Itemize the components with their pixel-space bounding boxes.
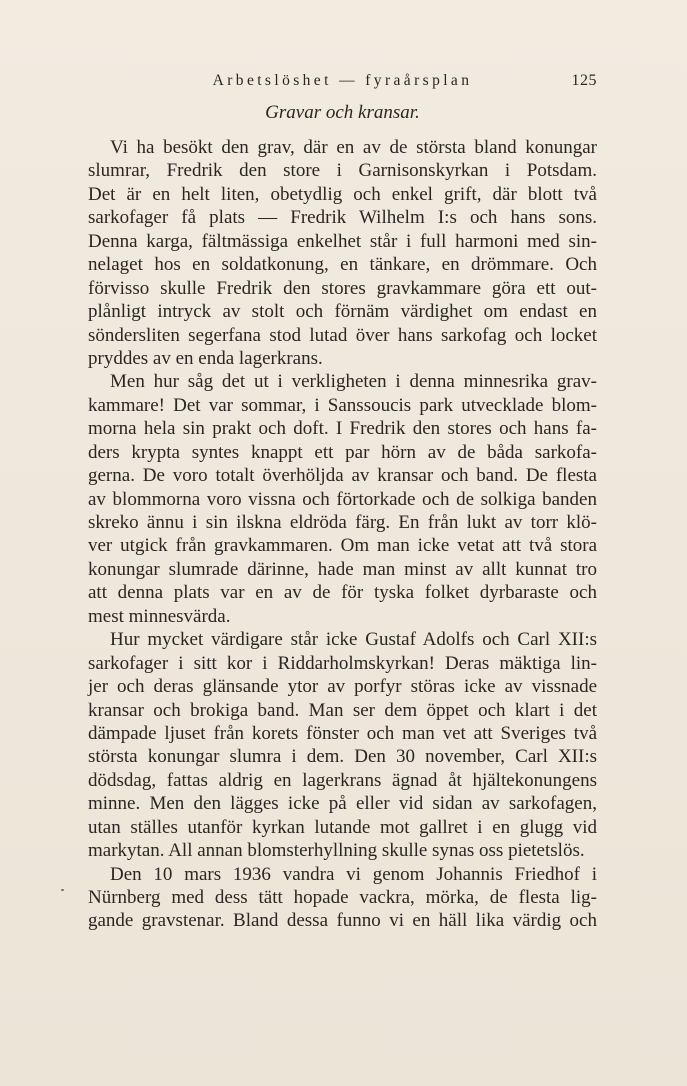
paragraph: [88, 863, 597, 933]
text-line: största konungar slumra i dem. Den 30 november, Carl XII:s: [88, 746, 597, 768]
body-text: [88, 136, 597, 933]
text-line: sarkofager få plats — Fredrik Wilhelm I:s och hans sons.: [88, 207, 597, 229]
running-head-title: Arbetslöshet — fyraårsplan: [212, 72, 473, 89]
print-speck: [61, 889, 64, 891]
text-line: Det är en helt liten, obetydlig och enkel grift, där blott två: [88, 183, 597, 205]
text-line: gande gravstenar. Bland dessa funno vi en häll lika värdig och: [88, 910, 597, 932]
text-line: ders krypta syntes knappt ett par hörn av de båda sarkofa-: [88, 441, 597, 463]
text-line: förvisso skulle Fredrik den stores gravkammare göra ett out-: [88, 277, 597, 299]
text-line: av blommorna voro vissna och förtorkade och de solkiga banden: [88, 488, 597, 510]
text-line: Vi ha besökt den grav, där en av de största bland konungar: [110, 137, 597, 158]
paragraph: [88, 628, 597, 862]
text-line: jer och deras glänsande ytor av porfyr störas icke av vissnade: [88, 676, 597, 698]
section-title: Gravar och kransar.: [265, 102, 420, 123]
text-line: ver utgick från gravkammaren. Om man icke vetat att två stora: [88, 535, 597, 557]
text-line: mest minnesvärda.: [88, 605, 231, 627]
text-line: markytan. All annan blomsterhyllning skulle synas oss pietetslös.: [88, 840, 585, 862]
text-line: morna hela sin prakt och doft. I Fredrik den stores och hans fa-: [88, 418, 597, 440]
text-line: sarkofager i sitt kor i Riddarholmskyrkan! Deras mäktiga lin-: [88, 652, 597, 674]
text-line: dämpade ljuset från korets fönster och man vet att Sveriges två: [88, 722, 597, 744]
text-line: dödsdag, fattas aldrig en lagerkrans ägnad åt hjältekonungens: [88, 769, 597, 791]
text-line: slumrar, Fredrik den store i Garnisonskyrkan i Potsdam.: [88, 160, 597, 182]
text-line: Nürnberg med dess tätt hopade vackra, mörka, de flesta lig-: [88, 887, 597, 908]
text-line: utan ställes utanför kyrkan lutande mot gallret i en glugg vid: [88, 816, 597, 838]
text-line: konungar slumrade därinne, hade man minst av allt kunnat tro: [88, 558, 597, 580]
text-line: kammare! Det var sommar, i Sanssoucis park utvecklade blom-: [88, 394, 597, 416]
text-line: minne. Men den lägges icke på eller vid sidan av sarkofagen,: [88, 793, 597, 815]
page-number: 125: [571, 72, 597, 89]
text-line: nelaget hos en soldatkonung, en tänkare, en drömmare. Och: [88, 254, 597, 276]
text-line: Den 10 mars 1936 vandra vi genom Johannis Friedhof i: [110, 863, 597, 885]
text-line: pryddes av en enda lagerkrans.: [88, 347, 323, 369]
paragraph: [88, 136, 597, 370]
running-head: [88, 72, 597, 94]
text-line: Men hur såg det ut i verkligheten i denna minnesrika grav-: [110, 371, 597, 393]
text-line: Hur mycket värdigare står icke Gustaf Adolfs och Carl XII:s: [110, 629, 597, 651]
text-line: Denna karga, fältmässiga enkelhet står i full harmoni med sin-: [88, 230, 597, 252]
text-line: gerna. De voro totalt överhöljda av kransar och band. De flesta: [88, 465, 597, 487]
text-line: söndersliten segerfana stod lutad över hans sarkofag och locket: [88, 324, 597, 346]
text-line: skreko ännu i sin ilskna eldröda färg. En från lukt av torr klö-: [88, 512, 597, 533]
text-line: kransar och brokiga band. Man ser dem öppet och klart i det: [88, 699, 597, 721]
text-line: plånligt intryck av stolt och förnäm värdighet om endast en: [88, 301, 597, 323]
text-line: att denna plats var en av de för tyska folket dyrbaraste och: [88, 582, 597, 604]
paragraph: [88, 370, 597, 628]
